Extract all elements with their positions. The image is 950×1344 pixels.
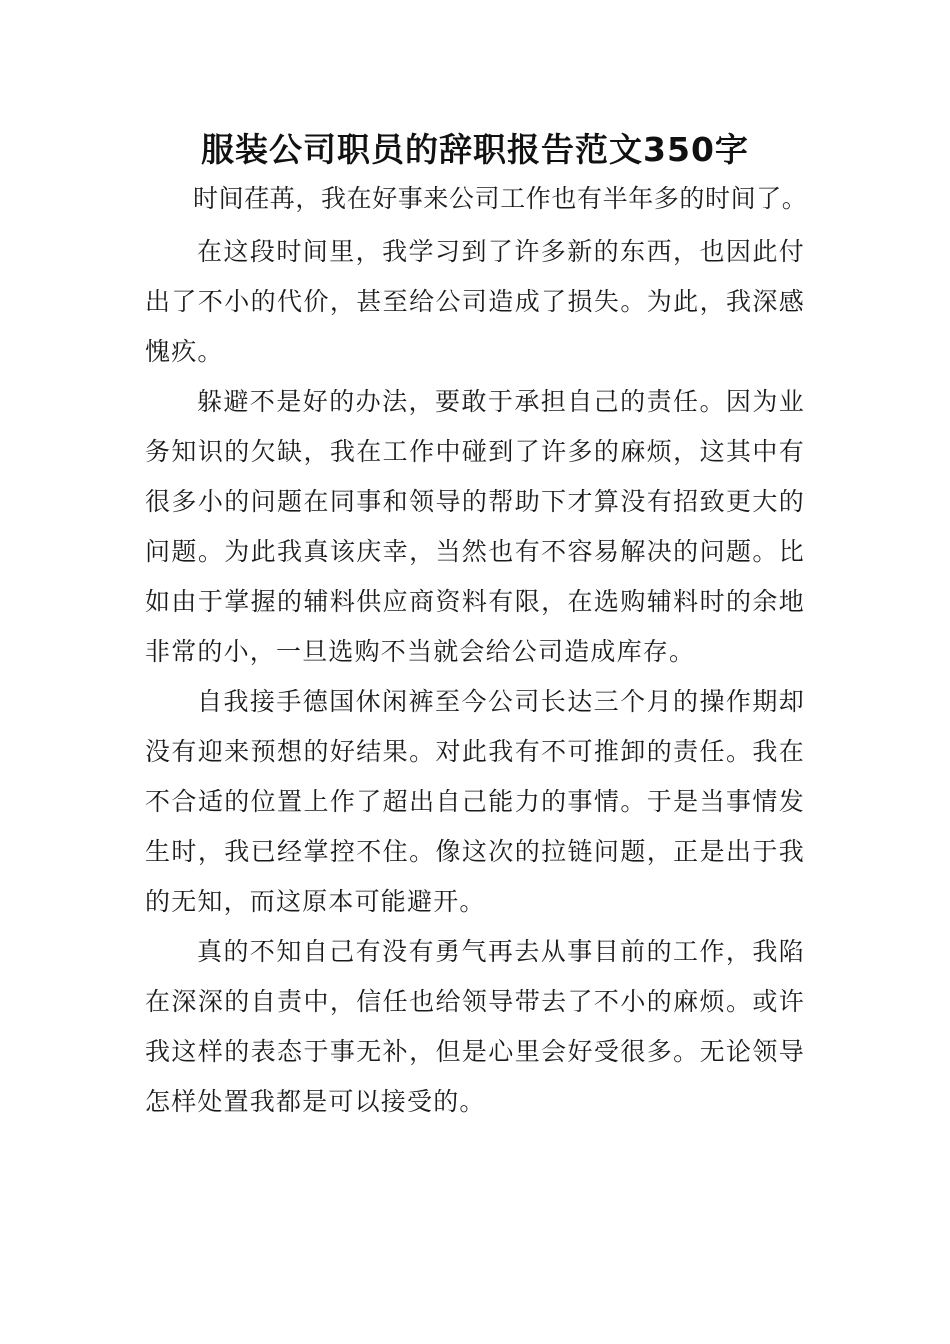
paragraph-3: 躲避不是好的办法，要敢于承担自己的责任。因为业务知识的欠缺，我在工作中碰到了许多的麻烦，这其中有很多小的问题在同事和领导的帮助下才算没有招致更大的问题。为此我真该庆幸，当然也有不容易解决的问题。比如由于掌握的辅料供应商资料有限，在选购辅料时的余地非常的小，一旦选购不当就会给公司造成库存。 [145,387,805,666]
document-title: 服装公司职员的辞职报告范文350字 [201,130,749,169]
paragraph-2: 在这段时间里，我学习到了许多新的东西，也因此付出了不小的代价，甚至给公司造成了损失。为此，我深感愧疚。 [145,237,805,366]
paragraph-5: 真的不知自己有没有勇气再去从事目前的工作，我陷在深深的自责中，信任也给领导带去了不小的麻烦。或许我这样的表态于事无补，但是心里会好受很多。无论领导怎样处置我都是可以接受的。 [145,937,805,1116]
document-body [145,174,808,1127]
paragraph-1: 时间荏苒，我在好事来公司工作也有半年多的时间了。 [193,184,808,213]
paragraph-4: 自我接手德国休闲裤至今公司长达三个月的操作期却没有迎来预想的好结果。对此我有不可推卸的责任。我在不合适的位置上作了超出自己能力的事情。于是当事情发生时，我已经掌控不住。像这次的拉链问题，正是出于我的无知，而这原本可能避开。 [145,687,805,916]
